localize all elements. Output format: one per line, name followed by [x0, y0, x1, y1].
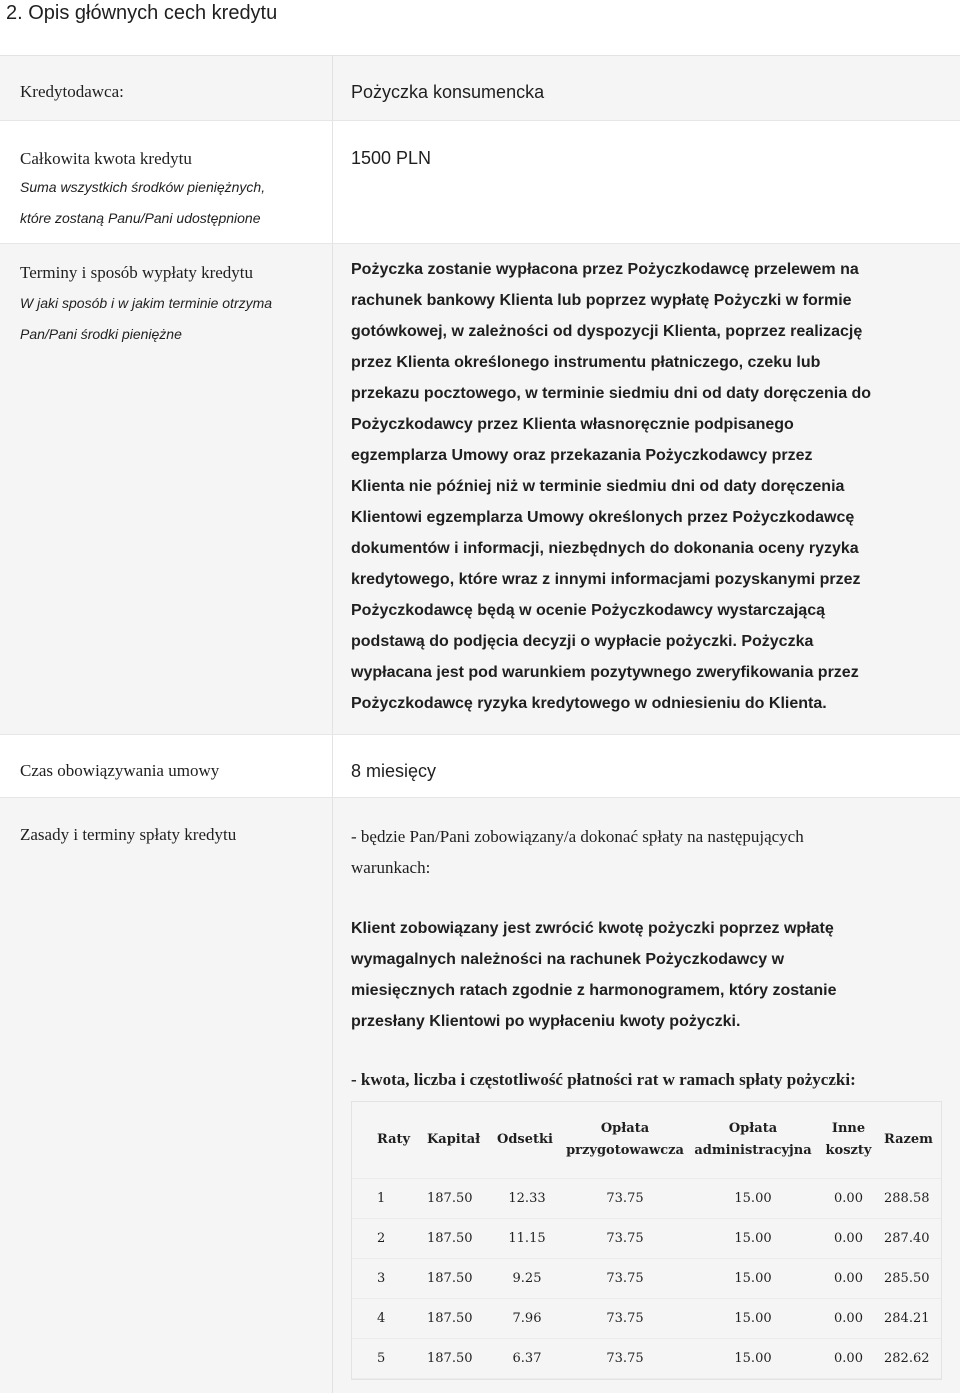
installments-table	[352, 1102, 941, 1379]
row-payout-terms	[0, 244, 960, 735]
header-odsetki: Odsetki	[497, 1132, 553, 1147]
payout-terms-label: Terminy i sposób wypłaty kredytu	[20, 263, 254, 282]
duration-value: 8 miesięcy	[351, 761, 437, 781]
header-razem: Razem	[884, 1132, 933, 1147]
table-row: 2 187.50 11.15 73.75 15.00 0.00 287.40	[352, 1219, 941, 1259]
duration-label: Czas obowiązywania umowy	[20, 761, 220, 780]
credit-features-table	[0, 55, 960, 1393]
repayment-intro: - będzie Pan/Pani zobowiązany/a dokonać spłaty na następujących warunkach:	[351, 827, 804, 877]
total-amount-description: Suma wszystkich środków pieniężnych, które zostaną Panu/Pani udostępnione	[20, 179, 266, 226]
row-repayment	[0, 798, 960, 1393]
table-row: 3 187.50 9.25 73.75 15.00 0.00 285.50	[352, 1259, 941, 1299]
repayment-label: Zasady i terminy spłaty kredytu	[20, 825, 237, 844]
header-raty: Raty	[377, 1132, 411, 1147]
lender-label: Kredytodawca:	[20, 82, 124, 101]
row-duration	[0, 735, 960, 798]
header-inne-koszty: Inne koszty	[825, 1121, 872, 1158]
header-oplata-administracyjna: Opłata administracyjna	[694, 1121, 812, 1158]
section-heading: 2. Opis głównych cech kredytu	[6, 2, 278, 24]
installments-table-wrapper	[351, 1101, 942, 1380]
schedule-heading: - kwota, liczba i częstotliwość płatności rat w ramach spłaty pożyczki:	[351, 1070, 856, 1089]
total-amount-value: 1500 PLN	[351, 148, 432, 168]
row-total-amount	[0, 121, 960, 244]
table-row: 5 187.50 6.37 73.75 15.00 0.00 282.62	[352, 1339, 941, 1379]
lender-value: Pożyczka konsumencka	[351, 82, 545, 102]
table-row: 4 187.50 7.96 73.75 15.00 0.00 284.21	[352, 1299, 941, 1339]
installments-header-row	[352, 1102, 941, 1179]
row-lender	[0, 56, 960, 121]
total-amount-label: Całkowita kwota kredytu	[20, 149, 192, 168]
header-oplata-przygotowawcza: Opłata przygotowawcza	[566, 1121, 684, 1158]
table-row: 1 187.50 12.33 73.75 15.00 0.00 288.58	[352, 1179, 941, 1219]
header-kapital: Kapitał	[427, 1132, 481, 1147]
payout-terms-description: W jaki sposób i w jakim terminie otrzyma Pan/Pani środki pieniężne	[20, 295, 273, 342]
repayment-description: Klient zobowiązany jest zwrócić kwotę pożyczki poprzez wpłatę wymagalnych należności na rachunek Pożyczkodawcy w miesięcznych ratach zgodnie z harmonogramem, który zostanie przesłany Klientowi po wypłaceniu kwoty pożyczki.	[351, 920, 837, 1030]
payout-terms-value: Pożyczka zostanie wypłacona przez Pożyczkodawcę przelewem na rachunek bankowy Klienta lub poprzez wypłatę Pożyczki w formie gotówkowej, w zależności od dyspozycji Klienta, poprzez realizację przez Klienta określonego instrumentu płatniczego, czeku lub przekazu pocztowego, w terminie siedmiu dni od daty doręczenia do Pożyczkodawcy przez Klienta własnoręcznie podpisanego egzemplarza Umowy oraz przekazania Pożyczkodawcy przez Klienta nie później niż w terminie siedmiu dni od daty doręczenia Klientowi egzemplarza Umowy określonych przez Pożyczkodawcę dokumentów i informacji, niezbędnych do dokonania oceny ryzyka kredytowego, które wraz z innymi informacjami pozyskanymi przez Pożyczkodawcę będą w ocenie Pożyczkodawcy wystarczającą podstawą do podjęcia decyzji o wypłacie pożyczki. Pożyczka wypłacana jest pod warunkiem pozytywnego zweryfikowania przez Pożyczkodawcę ryzyka kredytowego w odniesieniu do Klienta.	[351, 261, 872, 712]
